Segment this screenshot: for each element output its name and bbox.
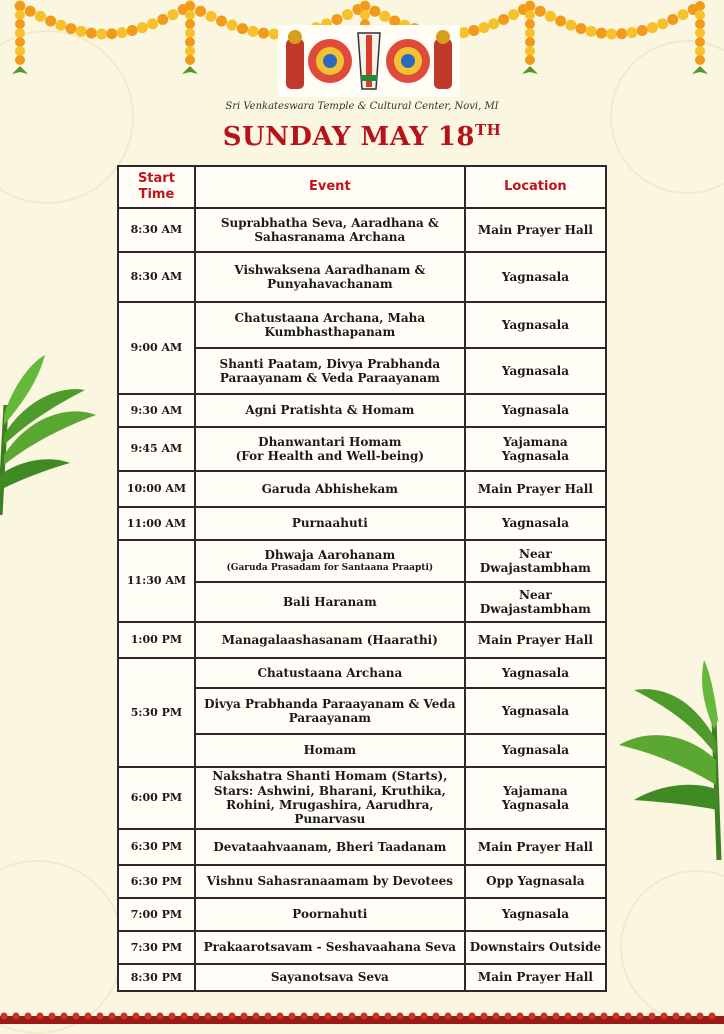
column-header-event: Event [195, 166, 465, 208]
time-cell: 7:30 PM [118, 931, 195, 964]
event-note: (For Health and Well-being) [235, 449, 425, 463]
event-main: Dhanwantari Homam [258, 434, 402, 449]
location-cell: Yagnasala [465, 898, 606, 931]
event-cell: Suprabhatha Seva, Aaradhana & Sahasranama Archana [195, 208, 465, 252]
event-cell: Vishwaksena Aaradhanam & Punyahavachanam [195, 252, 465, 302]
table-row [118, 471, 606, 507]
time-cell: 6:00 PM [118, 767, 195, 829]
location-cell: Main Prayer Hall [465, 964, 606, 991]
event-cell: Poornahuti [195, 898, 465, 931]
event-cell: Purnaahuti [195, 507, 465, 540]
time-cell: 10:00 AM [118, 471, 195, 507]
mandala-decoration [620, 870, 724, 1024]
event-note: (Garuda Prasadam for Santaana Praapti) [226, 562, 434, 573]
location-cell: Main Prayer Hall [465, 471, 606, 507]
event-cell: Devataahvaanam, Bheri Taadanam [195, 829, 465, 865]
event-cell: Agni Pratishta & Homam [195, 394, 465, 427]
location-cell: Yagnasala [465, 507, 606, 540]
mandala-decoration [0, 860, 124, 1034]
table-row [118, 767, 606, 829]
time-cell: 8:30 PM [118, 964, 195, 991]
location-cell: Yagnasala [465, 734, 606, 767]
location-cell: Yagnasala [465, 658, 606, 688]
time-cell: 7:00 PM [118, 898, 195, 931]
time-cell: 9:30 AM [118, 394, 195, 427]
title-text: SUNDAY MAY 18 [222, 122, 475, 152]
table-row [118, 540, 606, 582]
table-header-row [118, 166, 606, 208]
time-cell: 9:45 AM [118, 427, 195, 471]
location-cell: Near Dwajastambham [465, 540, 606, 582]
table-row [118, 427, 606, 471]
time-cell: 6:30 PM [118, 865, 195, 898]
table-row [118, 622, 606, 658]
event-cell: Sayanotsava Seva [195, 964, 465, 991]
table-row [118, 208, 606, 252]
time-cell: 8:30 AM [118, 208, 195, 252]
location-cell: Near Dwajastambham [465, 582, 606, 622]
location-cell: Main Prayer Hall [465, 622, 606, 658]
location-cell: Opp Yagnasala [465, 865, 606, 898]
temple-logo [278, 25, 460, 97]
event-cell: Managalaashasanam (Haarathi) [195, 622, 465, 658]
table-row [118, 931, 606, 964]
time-cell: 6:30 PM [118, 829, 195, 865]
column-header-location: Location [465, 166, 606, 208]
column-header-time: Start Time [118, 166, 195, 208]
event-cell: Divya Prabhanda Paraayanam & Veda Paraayanam [195, 688, 465, 734]
location-cell: Yagnasala [465, 252, 606, 302]
location-cell: Yajamana Yagnasala [465, 767, 606, 829]
location-cell: Yagnasala [465, 348, 606, 394]
table-row [118, 507, 606, 540]
location-cell: Yagnasala [465, 302, 606, 348]
location-cell: Main Prayer Hall [465, 208, 606, 252]
title-suffix: TH [474, 121, 502, 139]
event-cell: Homam [195, 734, 465, 767]
location-cell: Yajamana Yagnasala [465, 427, 606, 471]
location-cell: Downstairs Outside [465, 931, 606, 964]
time-cell: 8:30 AM [118, 252, 195, 302]
location-cell: Yagnasala [465, 688, 606, 734]
event-cell: Garuda Abhishekam [195, 471, 465, 507]
location-cell: Main Prayer Hall [465, 829, 606, 865]
time-cell: 5:30 PM [118, 658, 195, 767]
event-cell: Prakaarotsavam - Seshavaahana Seva [195, 931, 465, 964]
location-cell: Yagnasala [465, 394, 606, 427]
banana-leaf-plant-icon [614, 660, 724, 860]
event-cell [195, 540, 465, 582]
time-cell: 9:00 AM [118, 302, 195, 394]
event-cell: Shanti Paatam, Divya Prabhanda Paraayanam & Veda Paraayanam [195, 348, 465, 394]
time-cell: 1:00 PM [118, 622, 195, 658]
event-cell: Vishnu Sahasranaamam by Devotees [195, 865, 465, 898]
table-row [118, 252, 606, 302]
page-title [0, 121, 724, 152]
table-row [118, 302, 606, 348]
temple-deities-icon [278, 25, 460, 97]
event-cell: Chatustaana Archana, Maha Kumbhasthapanam [195, 302, 465, 348]
schedule-table [117, 165, 607, 992]
event-cell: Chatustaana Archana [195, 658, 465, 688]
table-row [118, 829, 606, 865]
event-main: Dhwaja Aarohanam [264, 548, 396, 563]
banana-leaf-plant-icon [0, 345, 100, 515]
bottom-border-pattern-icon [0, 1010, 724, 1024]
time-cell: 11:30 AM [118, 540, 195, 622]
table-row [118, 964, 606, 991]
time-cell: 11:00 AM [118, 507, 195, 540]
table-row [118, 394, 606, 427]
event-cell: Nakshatra Shanti Homam (Starts), Stars: Ashwini, Bharani, Kruthika, Rohini, Mrugashira, Aarudhra, Punarvasu [195, 767, 465, 829]
table-row [118, 898, 606, 931]
event-cell: Bali Haranam [195, 582, 465, 622]
event-cell [195, 427, 465, 471]
org-name: Sri Venkateswara Temple & Cultural Center, Novi, MI [225, 101, 499, 112]
table-row [118, 658, 606, 688]
table-row [118, 865, 606, 898]
